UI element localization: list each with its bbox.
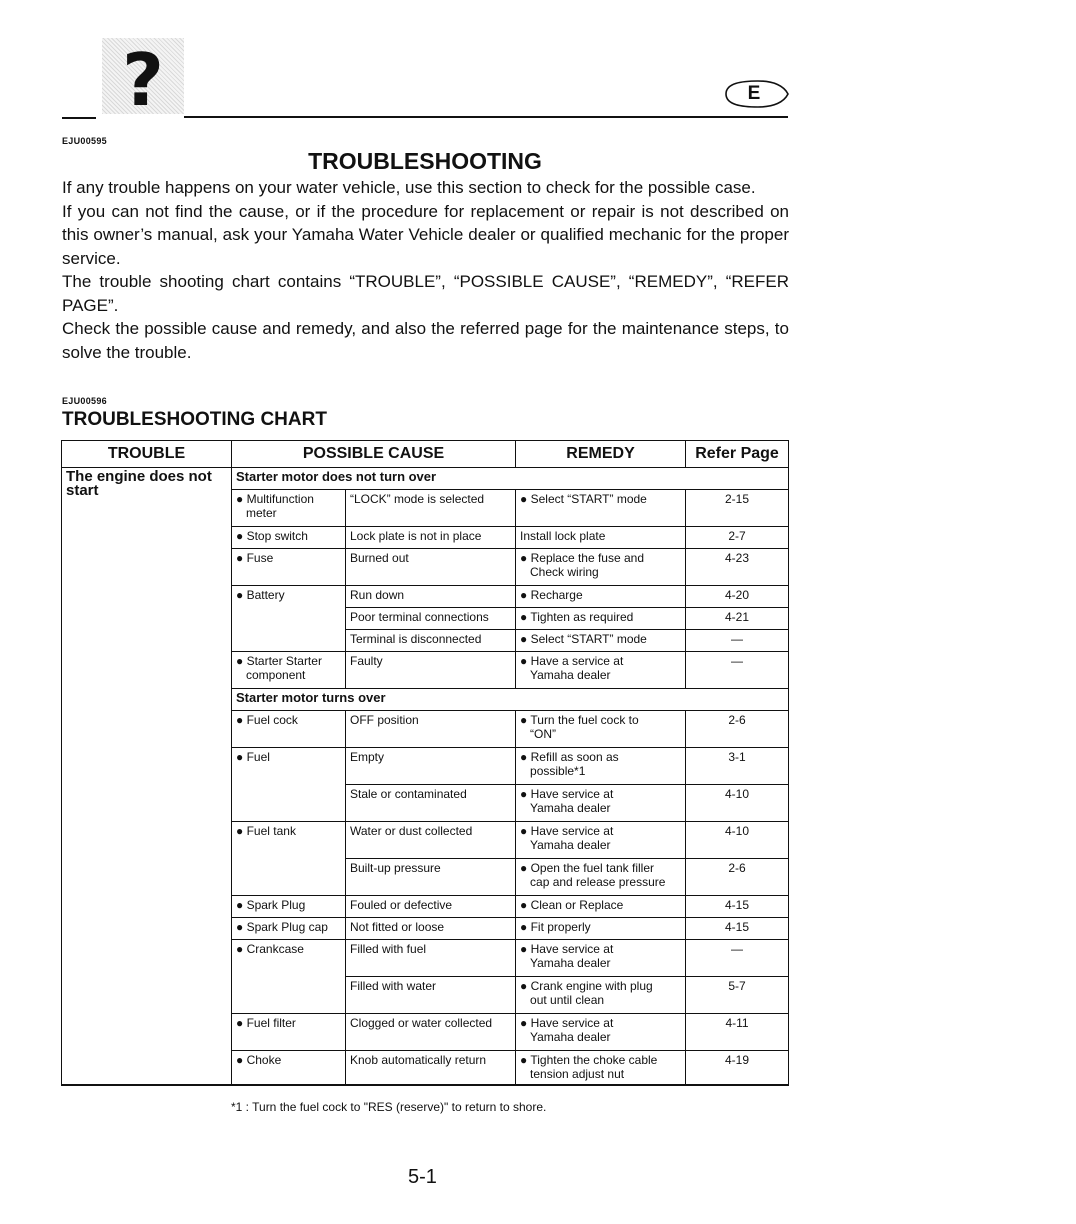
chart-code: EJU00596 (62, 396, 107, 406)
remedy-cell: ● Have service at Yamaha dealer (516, 822, 686, 859)
component-cell: ● Fuel cock (232, 711, 346, 748)
cause-cell: Lock plate is not in place (346, 527, 516, 549)
component-cell: ● Fuel filter (232, 1014, 346, 1051)
refer-page-cell: — (686, 652, 789, 689)
component-cell: ● Stop switch (232, 527, 346, 549)
cause-cell: Clogged or water collected (346, 1014, 516, 1051)
header-remedy: REMEDY (516, 441, 686, 468)
header-rule-right (184, 116, 788, 118)
component-cell: ● Spark Plug (232, 896, 346, 918)
remedy-cell: ● Tighten the choke cable tension adjust nut (516, 1051, 686, 1085)
table-header-row (62, 441, 789, 468)
component-cell: ● Battery (232, 586, 346, 652)
intro-paragraph: If you can not find the cause, or if the procedure for replacement or repair is not described on this owner’s manual, ask your Yamaha Water Vehicle dealer or qualified mechanic for the proper service. (62, 201, 789, 268)
remedy-cell: ● Recharge (516, 586, 686, 608)
remedy-cell: ● Refill as soon as possible*1 (516, 748, 686, 785)
header-trouble: TROUBLE (62, 441, 232, 468)
refer-page-cell: 4-23 (686, 549, 789, 586)
cause-cell: Terminal is disconnected (346, 630, 516, 652)
cause-cell: Poor terminal connections (346, 608, 516, 630)
intro-text (62, 176, 789, 364)
component-cell: ● Starter Starter component (232, 652, 346, 689)
component-cell: ● Fuel (232, 748, 346, 822)
refer-page-cell: 4-21 (686, 608, 789, 630)
cause-cell: Knob automatically return (346, 1051, 516, 1085)
refer-page-cell: 2-6 (686, 859, 789, 896)
remedy-cell: ● Have a service at Yamaha dealer (516, 652, 686, 689)
refer-page-cell: 4-15 (686, 896, 789, 918)
troubleshooting-table (61, 440, 789, 1086)
remedy-cell: ● Tighten as required (516, 608, 686, 630)
component-cell: ● Spark Plug cap (232, 918, 346, 940)
chart-title: TROUBLESHOOTING CHART (62, 409, 327, 430)
intro-paragraph: Check the possible cause and remedy, and also the referred page for the maintenance steps, to solve the trouble. (62, 319, 789, 362)
component-cell: ● Crankcase (232, 940, 346, 1014)
remedy-cell: ● Have service at Yamaha dealer (516, 1014, 686, 1051)
refer-page-cell: 2-7 (686, 527, 789, 549)
refer-page-cell: 4-20 (686, 586, 789, 608)
header-refer-page: Refer Page (686, 441, 789, 468)
remedy-cell: ● Fit properly (516, 918, 686, 940)
cause-cell: Empty (346, 748, 516, 785)
refer-page-cell: 4-15 (686, 918, 789, 940)
group-header: Starter motor does not turn over (232, 468, 789, 490)
remedy-cell: ● Turn the fuel cock to “ON” (516, 711, 686, 748)
component-cell: ● Multifunction meter (232, 490, 346, 527)
header-possible-cause: POSSIBLE CAUSE (232, 441, 516, 468)
cause-cell: Stale or contaminated (346, 785, 516, 822)
group-header: Starter motor turns over (232, 689, 789, 711)
remedy-cell: ● Replace the fuse and Check wiring (516, 549, 686, 586)
remedy-cell: Install lock plate (516, 527, 686, 549)
page-number: 5-1 (408, 1166, 437, 1188)
refer-page-cell: 4-10 (686, 785, 789, 822)
cause-cell: OFF position (346, 711, 516, 748)
question-mark-glyph: ? (122, 38, 164, 122)
trouble-cell: The engine does not start (62, 468, 232, 1085)
refer-page-cell: 2-6 (686, 711, 789, 748)
remedy-cell: ● Have service at Yamaha dealer (516, 785, 686, 822)
remedy-cell: ● Open the fuel tank filler cap and release pressure (516, 859, 686, 896)
refer-page-cell: — (686, 630, 789, 652)
cause-cell: Burned out (346, 549, 516, 586)
refer-page-cell: — (686, 940, 789, 977)
remedy-cell: ● Select “START” mode (516, 630, 686, 652)
cause-cell: Water or dust collected (346, 822, 516, 859)
page-title: TROUBLESHOOTING (308, 148, 542, 174)
intro-paragraph: If any trouble happens on your water vehicle, use this section to check for the possible case. (62, 178, 756, 197)
refer-page-cell: 5-7 (686, 977, 789, 1014)
cause-cell: Run down (346, 586, 516, 608)
language-badge-letter: E (747, 83, 761, 104)
refer-page-cell: 3-1 (686, 748, 789, 785)
remedy-cell: ● Crank engine with plug out until clean (516, 977, 686, 1014)
refer-page-cell: 2-15 (686, 490, 789, 527)
refer-page-cell: 4-10 (686, 822, 789, 859)
cause-cell: Not fitted or loose (346, 918, 516, 940)
cause-cell: Filled with water (346, 977, 516, 1014)
component-cell: ● Fuel tank (232, 822, 346, 896)
component-cell: ● Choke (232, 1051, 346, 1085)
refer-page-cell: 4-11 (686, 1014, 789, 1051)
cause-cell: Faulty (346, 652, 516, 689)
intro-paragraph: The trouble shooting chart contains “TROUBLE”, “POSSIBLE CAUSE”, “REMEDY”, “REFER PAGE”. (62, 272, 789, 315)
remedy-cell: ● Select “START” mode (516, 490, 686, 527)
cause-cell: Filled with fuel (346, 940, 516, 977)
remedy-cell: ● Have service at Yamaha dealer (516, 940, 686, 977)
footnote: *1 : Turn the fuel cock to "RES (reserve)" to return to shore. (231, 1100, 547, 1114)
component-cell: ● Fuse (232, 549, 346, 586)
cause-cell: Built-up pressure (346, 859, 516, 896)
header-rule-left (62, 117, 96, 119)
cause-cell: “LOCK” mode is selected (346, 490, 516, 527)
refer-page-cell: 4-19 (686, 1051, 789, 1085)
question-mark-icon (102, 38, 184, 122)
section-code: EJU00595 (62, 136, 107, 146)
remedy-cell: ● Clean or Replace (516, 896, 686, 918)
cause-cell: Fouled or defective (346, 896, 516, 918)
